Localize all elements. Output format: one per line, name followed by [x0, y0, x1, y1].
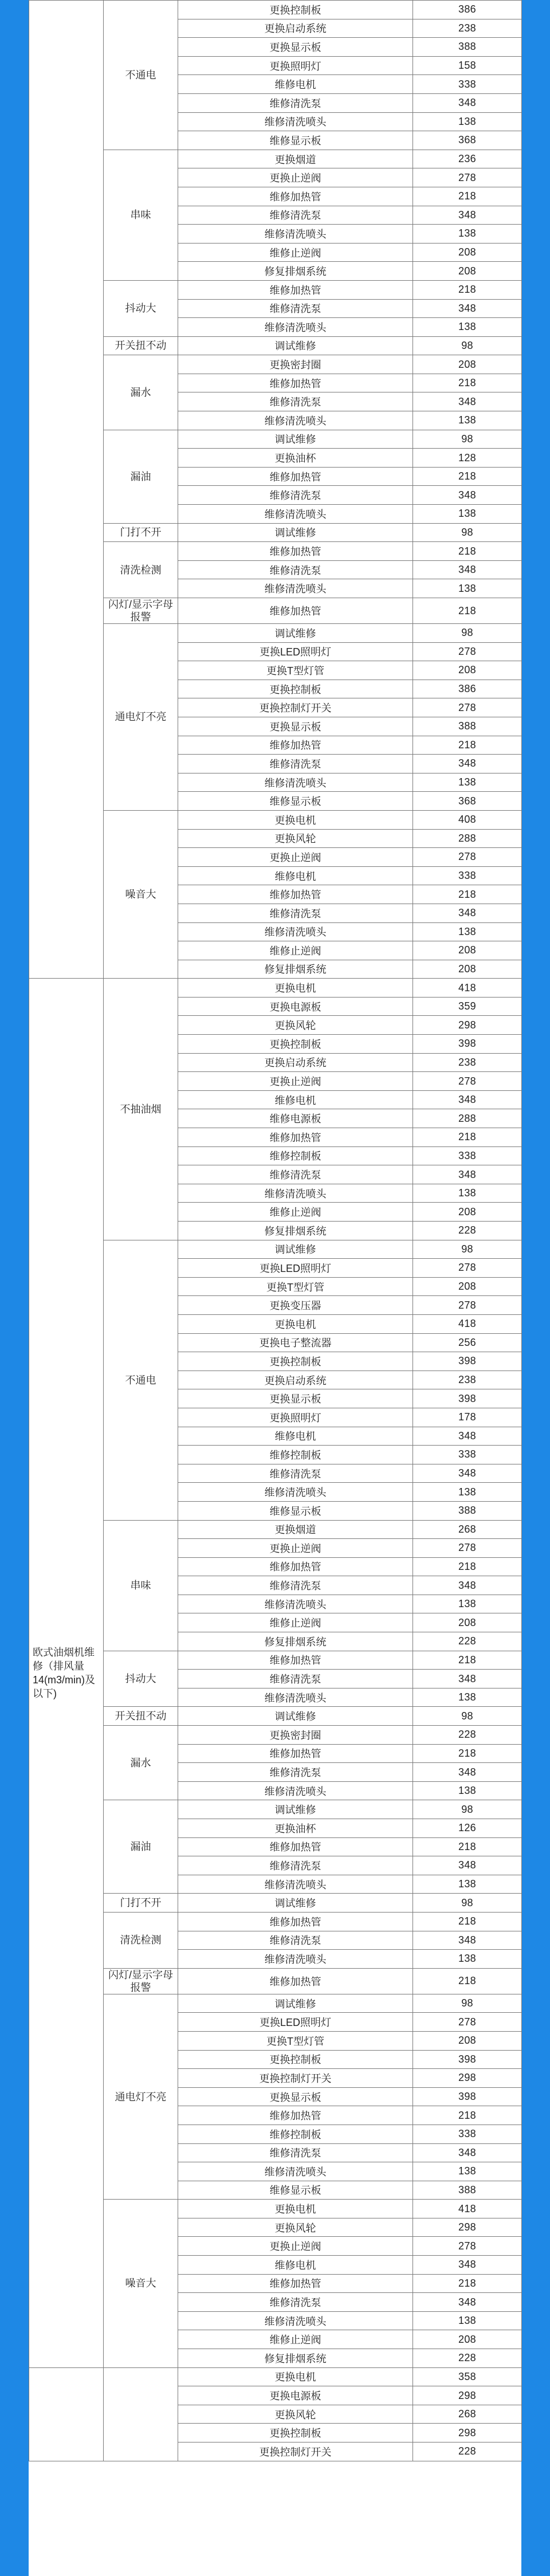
price-cell: 138 — [413, 922, 522, 941]
fault-cell: 清洗检测 — [104, 1912, 178, 1968]
service-name-cell: 更换止逆阀 — [178, 2237, 413, 2256]
service-name-cell: 维修清洗喷头 — [178, 1595, 413, 1613]
price-cell: 278 — [413, 2237, 522, 2256]
price-cell: 208 — [413, 941, 522, 960]
price-cell: 98 — [413, 1707, 522, 1726]
service-name-cell: 维修清洗喷头 — [178, 1483, 413, 1502]
price-cell: 208 — [413, 2330, 522, 2349]
price-cell: 268 — [413, 1520, 522, 1539]
price-cell: 138 — [413, 1184, 522, 1203]
service-name-cell: 维修加热管 — [178, 2106, 413, 2125]
service-name-cell: 维修清洗喷头 — [178, 411, 413, 430]
price-cell: 278 — [413, 698, 522, 717]
service-name-cell: 维修加热管 — [178, 467, 413, 486]
service-name-cell: 更换油杯 — [178, 1819, 413, 1838]
price-cell: 138 — [413, 318, 522, 337]
price-cell: 218 — [413, 1128, 522, 1147]
service-name-cell: 维修清洗喷头 — [178, 1950, 413, 1969]
price-cell: 98 — [413, 336, 522, 355]
price-cell: 208 — [413, 1277, 522, 1296]
service-name-cell: 修复排烟系统 — [178, 2349, 413, 2368]
price-cell: 218 — [413, 374, 522, 392]
price-cell: 218 — [413, 736, 522, 755]
service-name-cell: 修复排烟系统 — [178, 1632, 413, 1651]
service-name-cell: 维修加热管 — [178, 542, 413, 561]
price-cell: 138 — [413, 773, 522, 792]
price-sheet — [29, 0, 521, 2576]
price-cell: 178 — [413, 1408, 522, 1427]
fault-cell: 漏水 — [104, 355, 178, 430]
service-name-cell: 维修显示板 — [178, 2181, 413, 2200]
price-cell: 218 — [413, 1651, 522, 1670]
service-name-cell: 更换电机 — [178, 810, 413, 829]
price-cell: 348 — [413, 560, 522, 579]
price-cell: 268 — [413, 2405, 522, 2424]
price-cell: 368 — [413, 131, 522, 150]
price-cell: 398 — [413, 1035, 522, 1054]
price-cell: 138 — [413, 112, 522, 131]
fault-cell: 闪灯/显示字母报警 — [104, 1968, 178, 1994]
price-cell: 218 — [413, 1557, 522, 1576]
price-cell: 228 — [413, 1726, 522, 1745]
service-name-cell: 维修清洗喷头 — [178, 773, 413, 792]
fault-cell: 不抽油烟 — [104, 979, 178, 1240]
service-name-cell: 更换控制板 — [178, 680, 413, 698]
service-name-cell: 维修清洗泵 — [178, 1165, 413, 1184]
category-cell — [29, 1, 104, 979]
price-cell: 418 — [413, 979, 522, 998]
service-name-cell: 更换电机 — [178, 979, 413, 998]
price-cell: 408 — [413, 810, 522, 829]
repair-price-table — [29, 0, 522, 2461]
service-name-cell: 更换LED照明灯 — [178, 2013, 413, 2032]
service-name-cell: 更换止逆阀 — [178, 1539, 413, 1558]
service-name-cell: 维修止逆阀 — [178, 1613, 413, 1632]
service-name-cell: 维修加热管 — [178, 1651, 413, 1670]
price-cell: 218 — [413, 542, 522, 561]
price-cell: 348 — [413, 1427, 522, 1446]
price-cell: 348 — [413, 755, 522, 773]
price-cell: 338 — [413, 1146, 522, 1165]
price-cell: 138 — [413, 1781, 522, 1800]
service-name-cell: 维修清洗喷头 — [178, 225, 413, 244]
service-name-cell: 维修电源板 — [178, 1109, 413, 1128]
service-name-cell: 更换LED照明灯 — [178, 1259, 413, 1278]
fault-cell: 漏油 — [104, 430, 178, 523]
fault-cell: 不通电 — [104, 1, 178, 150]
service-name-cell: 维修加热管 — [178, 1744, 413, 1763]
service-name-cell: 更换照明灯 — [178, 56, 413, 75]
price-cell: 158 — [413, 56, 522, 75]
price-cell: 218 — [413, 1837, 522, 1856]
service-name-cell: 更换止逆阀 — [178, 168, 413, 187]
price-cell: 298 — [413, 2218, 522, 2237]
price-cell: 256 — [413, 1333, 522, 1352]
service-name-cell: 维修控制板 — [178, 1446, 413, 1464]
service-name-cell: 修复排烟系统 — [178, 960, 413, 979]
price-cell: 128 — [413, 449, 522, 468]
fault-cell: 抖动大 — [104, 280, 178, 336]
price-cell: 348 — [413, 2256, 522, 2275]
price-cell: 138 — [413, 1950, 522, 1969]
service-name-cell: 调试维修 — [178, 1707, 413, 1726]
price-cell: 208 — [413, 243, 522, 262]
price-cell: 138 — [413, 1483, 522, 1502]
price-cell: 218 — [413, 1968, 522, 1994]
service-name-cell: 维修清洗泵 — [178, 1931, 413, 1950]
service-name-cell: 更换控制灯开关 — [178, 698, 413, 717]
service-name-cell: 更换风轮 — [178, 1016, 413, 1035]
price-cell: 358 — [413, 2367, 522, 2386]
service-name-cell: 更换T型灯管 — [178, 661, 413, 680]
service-name-cell: 更换风轮 — [178, 829, 413, 848]
service-name-cell: 维修清洗喷头 — [178, 1688, 413, 1707]
service-name-cell: 更换控制灯开关 — [178, 2069, 413, 2088]
price-cell: 388 — [413, 38, 522, 57]
price-cell: 388 — [413, 1501, 522, 1520]
service-name-cell: 调试维修 — [178, 1994, 413, 2013]
price-cell: 298 — [413, 2386, 522, 2405]
service-name-cell: 维修加热管 — [178, 2274, 413, 2293]
service-name-cell: 维修清洗泵 — [178, 392, 413, 411]
service-name-cell: 维修清洗泵 — [178, 1464, 413, 1483]
service-name-cell: 更换密封圈 — [178, 1726, 413, 1745]
fault-cell: 开关扭不动 — [104, 336, 178, 355]
service-name-cell: 维修清洗喷头 — [178, 2311, 413, 2330]
service-name-cell: 调试维修 — [178, 523, 413, 542]
fault-cell: 清洗检测 — [104, 542, 178, 598]
price-cell: 138 — [413, 2311, 522, 2330]
price-cell: 98 — [413, 430, 522, 449]
service-name-cell: 维修止逆阀 — [178, 2330, 413, 2349]
price-cell: 388 — [413, 2181, 522, 2200]
service-name-cell: 维修加热管 — [178, 598, 413, 624]
service-name-cell: 维修清洗泵 — [178, 1763, 413, 1782]
service-name-cell: 更换控制板 — [178, 1, 413, 19]
price-cell: 98 — [413, 1994, 522, 2013]
service-name-cell: 维修清洗喷头 — [178, 318, 413, 337]
price-cell: 298 — [413, 2069, 522, 2088]
price-cell: 348 — [413, 2293, 522, 2312]
service-name-cell: 维修显示板 — [178, 1501, 413, 1520]
price-cell: 278 — [413, 848, 522, 867]
price-cell: 238 — [413, 1371, 522, 1389]
service-name-cell: 维修清洗泵 — [178, 2293, 413, 2312]
service-name-cell: 维修加热管 — [178, 280, 413, 299]
service-name-cell: 更换启动系统 — [178, 1053, 413, 1072]
service-name-cell: 更换电源板 — [178, 2386, 413, 2405]
service-name-cell: 维修清洗泵 — [178, 560, 413, 579]
price-cell: 218 — [413, 885, 522, 904]
price-cell: 398 — [413, 1352, 522, 1371]
service-name-cell: 维修加热管 — [178, 1912, 413, 1931]
service-name-cell: 调试维修 — [178, 336, 413, 355]
price-cell: 338 — [413, 2125, 522, 2143]
table-row — [29, 2367, 522, 2386]
fault-cell: 开关扭不动 — [104, 1707, 178, 1726]
service-name-cell: 维修清洗喷头 — [178, 922, 413, 941]
service-name-cell: 更换密封圈 — [178, 355, 413, 374]
price-cell: 359 — [413, 997, 522, 1016]
price-cell: 208 — [413, 2031, 522, 2050]
service-name-cell: 维修电机 — [178, 2256, 413, 2275]
price-table-body — [29, 1, 522, 2461]
price-cell: 278 — [413, 642, 522, 661]
service-name-cell: 维修控制板 — [178, 2125, 413, 2143]
price-cell: 228 — [413, 1222, 522, 1240]
price-cell: 138 — [413, 1875, 522, 1894]
service-name-cell: 维修清洗泵 — [178, 206, 413, 225]
fault-cell: 抖动大 — [104, 1651, 178, 1707]
fault-cell — [104, 2367, 178, 2461]
service-name-cell: 维修电机 — [178, 1090, 413, 1109]
fault-cell: 串味 — [104, 1520, 178, 1651]
service-name-cell: 维修加热管 — [178, 1968, 413, 1994]
table-row — [29, 979, 522, 998]
price-cell: 398 — [413, 2050, 522, 2069]
service-name-cell: 维修电机 — [178, 1427, 413, 1446]
price-cell: 138 — [413, 579, 522, 598]
price-cell: 228 — [413, 1632, 522, 1651]
service-name-cell: 更换照明灯 — [178, 1408, 413, 1427]
service-name-cell: 更换显示板 — [178, 717, 413, 736]
price-cell: 348 — [413, 1856, 522, 1875]
fault-cell: 闪灯/显示字母报警 — [104, 598, 178, 624]
price-cell: 348 — [413, 1090, 522, 1109]
service-name-cell: 更换止逆阀 — [178, 1072, 413, 1091]
service-name-cell: 维修清洗泵 — [178, 2143, 413, 2162]
price-cell: 348 — [413, 1670, 522, 1688]
table-row — [29, 1, 522, 19]
service-name-cell: 更换电子整流器 — [178, 1333, 413, 1352]
service-name-cell: 调试维修 — [178, 430, 413, 449]
service-name-cell: 更换止逆阀 — [178, 848, 413, 867]
service-name-cell: 更换控制板 — [178, 1352, 413, 1371]
fault-cell: 通电灯不亮 — [104, 624, 178, 811]
price-cell: 298 — [413, 2424, 522, 2443]
price-cell: 208 — [413, 355, 522, 374]
price-cell: 278 — [413, 1296, 522, 1315]
price-cell: 388 — [413, 717, 522, 736]
service-name-cell: 更换启动系统 — [178, 1371, 413, 1389]
price-cell: 208 — [413, 661, 522, 680]
price-cell: 238 — [413, 19, 522, 38]
price-cell: 338 — [413, 1446, 522, 1464]
service-name-cell: 更换变压器 — [178, 1296, 413, 1315]
price-cell: 278 — [413, 1259, 522, 1278]
price-cell: 348 — [413, 299, 522, 318]
service-name-cell: 调试维修 — [178, 1240, 413, 1259]
service-name-cell: 维修清洗泵 — [178, 486, 413, 505]
service-name-cell: 维修加热管 — [178, 1128, 413, 1147]
service-name-cell: 更换电机 — [178, 2200, 413, 2218]
price-cell: 368 — [413, 792, 522, 811]
price-cell: 348 — [413, 1931, 522, 1950]
price-cell: 98 — [413, 1800, 522, 1819]
price-cell: 138 — [413, 505, 522, 524]
service-name-cell: 更换控制灯开关 — [178, 2443, 413, 2461]
price-cell: 98 — [413, 523, 522, 542]
price-cell: 348 — [413, 1464, 522, 1483]
category-cell: 欧式油烟机维修（排风量14(m3/min)及以下) — [29, 979, 104, 2367]
service-name-cell: 维修止逆阀 — [178, 941, 413, 960]
service-name-cell: 更换启动系统 — [178, 19, 413, 38]
price-cell: 338 — [413, 866, 522, 885]
service-name-cell: 更换显示板 — [178, 38, 413, 57]
price-cell: 228 — [413, 2349, 522, 2368]
fault-cell: 漏油 — [104, 1800, 178, 1894]
service-name-cell: 更换烟道 — [178, 150, 413, 168]
service-name-cell: 调试维修 — [178, 624, 413, 643]
price-cell: 348 — [413, 2143, 522, 2162]
fault-cell: 门打不开 — [104, 1894, 178, 1913]
category-cell — [29, 2367, 104, 2461]
service-name-cell: 维修清洗喷头 — [178, 1875, 413, 1894]
price-cell: 386 — [413, 1, 522, 19]
service-name-cell: 维修清洗泵 — [178, 1670, 413, 1688]
price-cell: 278 — [413, 168, 522, 187]
price-cell: 218 — [413, 280, 522, 299]
service-name-cell: 维修加热管 — [178, 1837, 413, 1856]
service-name-cell: 维修清洗泵 — [178, 93, 413, 112]
service-name-cell: 更换电机 — [178, 2367, 413, 2386]
service-name-cell: 维修清洗喷头 — [178, 1781, 413, 1800]
service-name-cell: 维修控制板 — [178, 1146, 413, 1165]
price-cell: 98 — [413, 1240, 522, 1259]
service-name-cell: 维修止逆阀 — [178, 1203, 413, 1222]
price-cell: 386 — [413, 680, 522, 698]
service-name-cell: 维修电机 — [178, 866, 413, 885]
price-cell: 418 — [413, 1314, 522, 1333]
price-cell: 398 — [413, 2087, 522, 2106]
service-name-cell: 更换显示板 — [178, 1389, 413, 1408]
price-cell: 348 — [413, 1763, 522, 1782]
price-cell: 338 — [413, 75, 522, 94]
service-name-cell: 维修加热管 — [178, 374, 413, 392]
price-cell: 218 — [413, 1912, 522, 1931]
service-name-cell: 维修清洗喷头 — [178, 1184, 413, 1203]
price-cell: 218 — [413, 2106, 522, 2125]
price-cell: 138 — [413, 225, 522, 244]
service-name-cell: 维修电机 — [178, 75, 413, 94]
price-cell: 228 — [413, 2443, 522, 2461]
service-name-cell: 更换油杯 — [178, 449, 413, 468]
service-name-cell: 调试维修 — [178, 1800, 413, 1819]
price-cell: 348 — [413, 904, 522, 922]
price-cell: 138 — [413, 1595, 522, 1613]
price-cell: 348 — [413, 1576, 522, 1595]
service-name-cell: 维修显示板 — [178, 131, 413, 150]
service-name-cell: 更换风轮 — [178, 2218, 413, 2237]
price-cell: 218 — [413, 467, 522, 486]
price-cell: 288 — [413, 1109, 522, 1128]
service-name-cell: 维修加热管 — [178, 187, 413, 206]
service-name-cell: 维修清洗喷头 — [178, 505, 413, 524]
price-cell: 218 — [413, 598, 522, 624]
price-cell: 278 — [413, 1072, 522, 1091]
service-name-cell: 维修清洗泵 — [178, 1576, 413, 1595]
price-cell: 348 — [413, 1165, 522, 1184]
price-cell: 288 — [413, 829, 522, 848]
price-cell: 98 — [413, 624, 522, 643]
service-name-cell: 更换电源板 — [178, 997, 413, 1016]
fault-cell: 噪音大 — [104, 810, 178, 978]
fault-cell: 串味 — [104, 150, 178, 280]
service-name-cell: 维修止逆阀 — [178, 243, 413, 262]
service-name-cell: 修复排烟系统 — [178, 262, 413, 281]
price-cell: 208 — [413, 1203, 522, 1222]
service-name-cell: 修复排烟系统 — [178, 1222, 413, 1240]
price-cell: 348 — [413, 392, 522, 411]
price-cell: 218 — [413, 187, 522, 206]
service-name-cell: 更换控制板 — [178, 2050, 413, 2069]
service-name-cell: 更换风轮 — [178, 2405, 413, 2424]
service-name-cell: 更换LED照明灯 — [178, 642, 413, 661]
price-cell: 218 — [413, 1744, 522, 1763]
service-name-cell: 更换T型灯管 — [178, 2031, 413, 2050]
price-cell: 208 — [413, 1613, 522, 1632]
service-name-cell: 维修加热管 — [178, 1557, 413, 1576]
price-cell: 138 — [413, 2162, 522, 2181]
price-cell: 348 — [413, 93, 522, 112]
price-cell: 278 — [413, 2013, 522, 2032]
price-cell: 348 — [413, 486, 522, 505]
service-name-cell: 维修清洗泵 — [178, 904, 413, 922]
price-cell: 98 — [413, 1894, 522, 1913]
fault-cell: 噪音大 — [104, 2200, 178, 2367]
service-name-cell: 更换T型灯管 — [178, 1277, 413, 1296]
service-name-cell: 维修清洗喷头 — [178, 112, 413, 131]
service-name-cell: 更换电机 — [178, 1314, 413, 1333]
fault-cell: 漏水 — [104, 1726, 178, 1800]
service-name-cell: 维修清洗喷头 — [178, 2162, 413, 2181]
service-name-cell: 维修加热管 — [178, 736, 413, 755]
service-name-cell: 维修清洗泵 — [178, 299, 413, 318]
service-name-cell: 维修清洗喷头 — [178, 579, 413, 598]
service-name-cell: 维修加热管 — [178, 885, 413, 904]
fault-cell: 门打不开 — [104, 523, 178, 542]
service-name-cell: 维修清洗泵 — [178, 1856, 413, 1875]
price-cell: 236 — [413, 150, 522, 168]
price-cell: 298 — [413, 1016, 522, 1035]
price-cell: 138 — [413, 1688, 522, 1707]
service-name-cell: 调试维修 — [178, 1894, 413, 1913]
price-cell: 238 — [413, 1053, 522, 1072]
price-cell: 126 — [413, 1819, 522, 1838]
price-cell: 218 — [413, 2274, 522, 2293]
price-cell: 138 — [413, 411, 522, 430]
fault-cell: 不通电 — [104, 1240, 178, 1520]
fault-cell: 通电灯不亮 — [104, 1994, 178, 2200]
price-cell: 208 — [413, 960, 522, 979]
service-name-cell: 更换控制板 — [178, 2424, 413, 2443]
service-name-cell: 维修显示板 — [178, 792, 413, 811]
price-cell: 418 — [413, 2200, 522, 2218]
price-cell: 208 — [413, 262, 522, 281]
service-name-cell: 更换显示板 — [178, 2087, 413, 2106]
price-cell: 278 — [413, 1539, 522, 1558]
service-name-cell: 维修清洗泵 — [178, 755, 413, 773]
price-cell: 348 — [413, 206, 522, 225]
service-name-cell: 更换烟道 — [178, 1520, 413, 1539]
price-cell: 398 — [413, 1389, 522, 1408]
service-name-cell: 更换控制板 — [178, 1035, 413, 1054]
